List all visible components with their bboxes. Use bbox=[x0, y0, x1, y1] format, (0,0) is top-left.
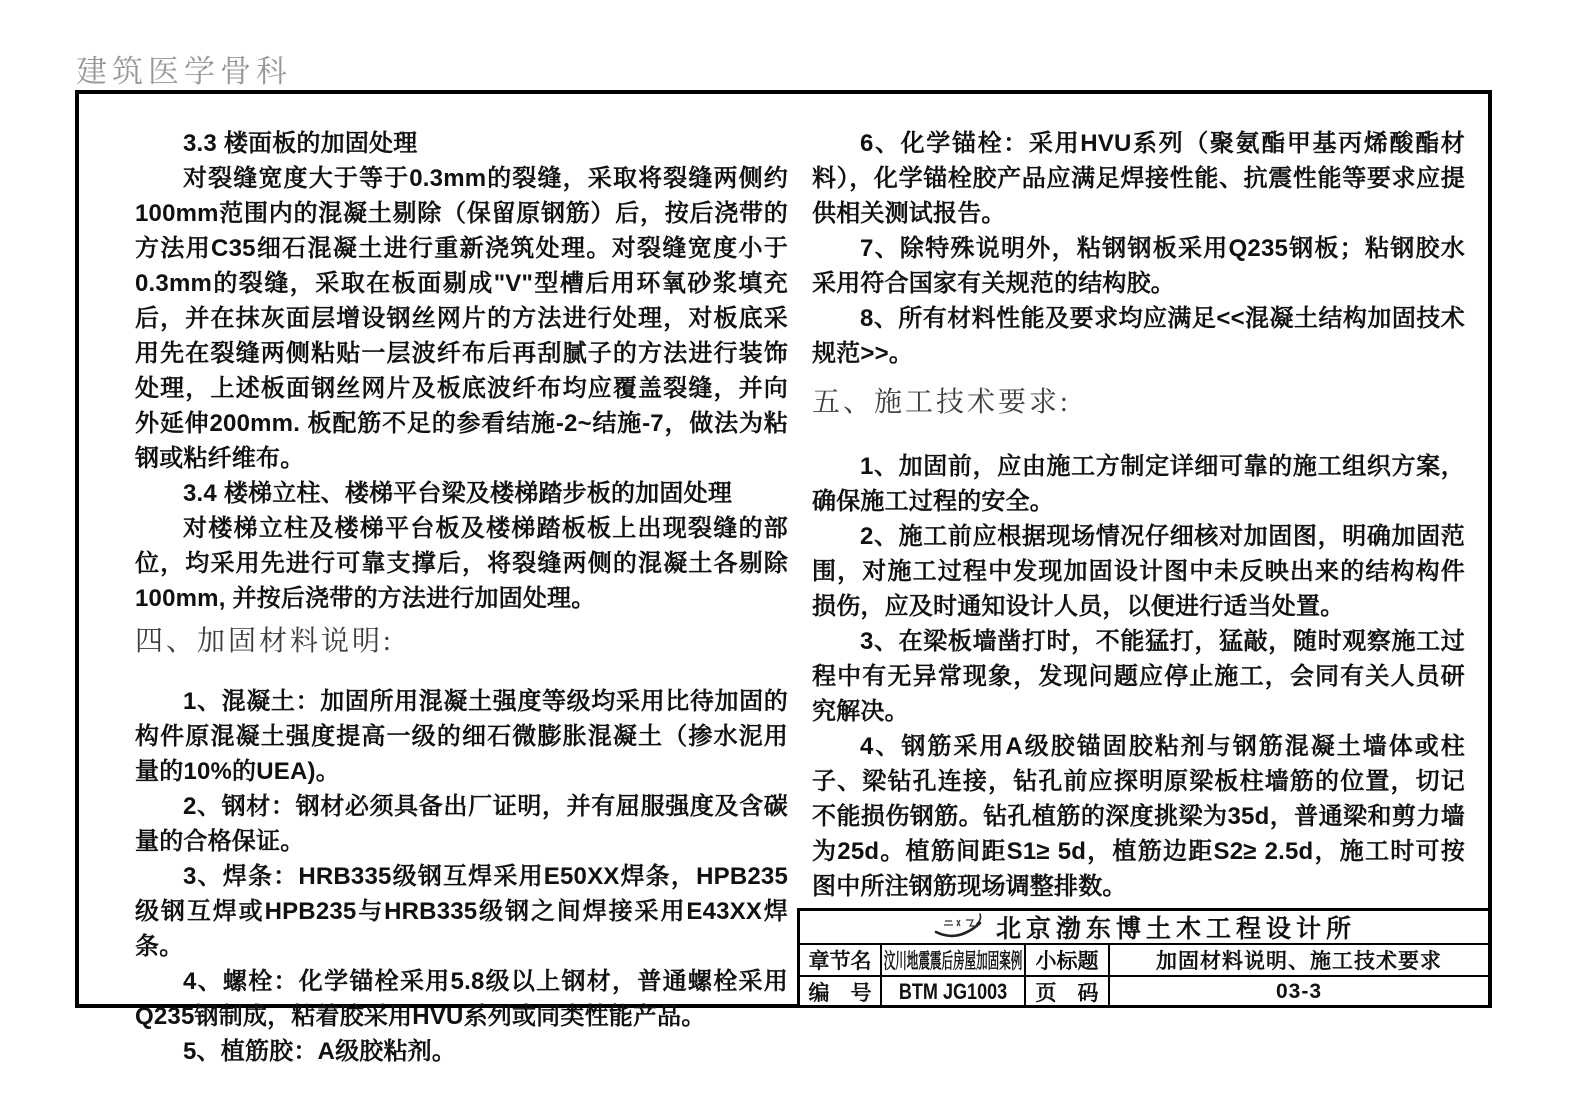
company-logo-icon bbox=[932, 912, 984, 942]
material-item-2: 2、钢材：钢材必须具备出厂证明，并有屈服强度及含碳量的合格保证。 bbox=[135, 793, 788, 855]
number-label: 编 号 bbox=[800, 977, 882, 1007]
material-item-4: 4、螺栓：化学锚栓采用5.8级以上钢材，普通螺栓采用Q235钢制成，粘着胶采用HVU系列或同类性能产品。 bbox=[135, 968, 788, 1030]
material-item-6: 6、化学锚栓：采用HVU系列（聚氨酯甲基丙烯酸酯材料），化学锚栓胶产品应满足焊接性能、抗震性能等要求应提供相关测试报告。 bbox=[812, 130, 1465, 227]
chapter-name-label: 章节名 bbox=[800, 945, 882, 975]
company-name: 北京渤东博土木工程设计所 bbox=[995, 915, 1356, 943]
right-column bbox=[812, 126, 1465, 904]
section-3-3-paragraph: 对裂缝宽度大于等于0.3mm的裂缝，采取将裂缝两侧约100mm范围内的混凝土剔除（保留原钢筋）后，按后浇带的方法用C35细石混凝土进行重新浇筑处理。对裂缝宽度小于0.3mm的裂缝，采取在板面剔成"V"型槽后用环氧砂浆填充后，并在抹灰面层增设钢丝网片的方法进行处理，对板底采用先在裂缝两侧粘贴一层波纤布后再刮腻子的方法进行装饰处理，上述板面钢丝网片及板底波纤布均应覆盖裂缝，并向外延伸200mm. 板配筋不足的参看结施-2~结施-7，做法为粘钢或粘纤维布。 bbox=[135, 165, 788, 472]
material-item-1: 1、混凝土：加固所用混凝土强度等级均采用比待加固的构件原混凝土强度提高一级的细石微膨胀混凝土（掺水泥用量的10%的UEA)。 bbox=[135, 688, 788, 785]
number-value: BTM JG1003 bbox=[882, 977, 1026, 1007]
material-item-8: 8、所有材料性能及要求均应满足<<混凝土结构加固技术规范>>。 bbox=[812, 305, 1465, 367]
title-block-company-row bbox=[800, 911, 1488, 945]
construction-item-2: 2、施工前应根据现场情况仔细核对加固图，明确加固范围，对施工过程中发现加固设计图中未反映出来的结构构件损伤，应及时通知设计人员，以便进行适当处置。 bbox=[812, 523, 1465, 620]
section-heading-materials: 四、加固材料说明: bbox=[135, 626, 394, 657]
title-block-number-row bbox=[800, 977, 1488, 1007]
left-column bbox=[135, 126, 788, 1069]
material-item-3: 3、焊条：HRB335级钢互焊采用E50XX焊条，HPB235级钢互焊或HPB235与HRB335级钢之间焊接采用E43XX焊条。 bbox=[135, 863, 788, 960]
subtitle-label: 小标题 bbox=[1026, 945, 1110, 975]
material-item-7: 7、除特殊说明外，粘钢钢板采用Q235钢板；粘钢胶水采用符合国家有关规范的结构胶。 bbox=[812, 235, 1465, 297]
section-3-3-subheading: 3.3 楼面板的加固处理 bbox=[183, 130, 418, 157]
construction-item-1: 1、加固前，应由施工方制定详细可靠的施工组织方案，确保施工过程的安全。 bbox=[812, 453, 1465, 515]
construction-item-3: 3、在梁板墙凿打时，不能猛打，猛敲，随时观察施工过程中有无异常现象，发现问题应停止施工，会同有关人员研究解决。 bbox=[812, 628, 1465, 725]
chapter-name-value: 汶川地震震后房屋加固案例 bbox=[882, 945, 1026, 975]
construction-item-4: 4、钢筋采用A级胶锚固胶粘剂与钢筋混凝土墙体或柱子、梁钻孔连接，钻孔前应探明原梁板柱墙筋的位置，切记不能损伤钢筋。钻孔植筋的深度挑梁为35d，普通梁和剪力墙为25d。植筋间距S1≥ 5d，植筋边距S2≥ 2.5d，施工时可按图中所注钢筋现场调整排数。 bbox=[812, 733, 1465, 900]
title-block bbox=[797, 908, 1491, 1008]
page-code-value: 03-3 bbox=[1275, 980, 1323, 1003]
section-heading-construction: 五、施工技术要求: bbox=[812, 387, 1071, 418]
subtitle-value: 加固材料说明、施工技术要求 bbox=[1156, 950, 1442, 973]
title-block-chapter-row bbox=[800, 945, 1488, 977]
doc-watermark-header: 建筑医学骨科 bbox=[76, 54, 292, 89]
page-code-label: 页 码 bbox=[1026, 977, 1110, 1007]
section-3-4-paragraph: 对楼梯立柱及楼梯平台板及楼梯踏板板上出现裂缝的部位，均采用先进行可靠支撑后，将裂缝两侧的混凝土各剔除100mm, 并按后浇带的方法进行加固处理。 bbox=[135, 515, 788, 612]
material-item-5: 5、植筋胶：A级胶粘剂。 bbox=[183, 1038, 457, 1065]
section-3-4-subheading: 3.4 楼梯立柱、楼梯平台梁及楼梯踏步板的加固处理 bbox=[183, 480, 733, 507]
